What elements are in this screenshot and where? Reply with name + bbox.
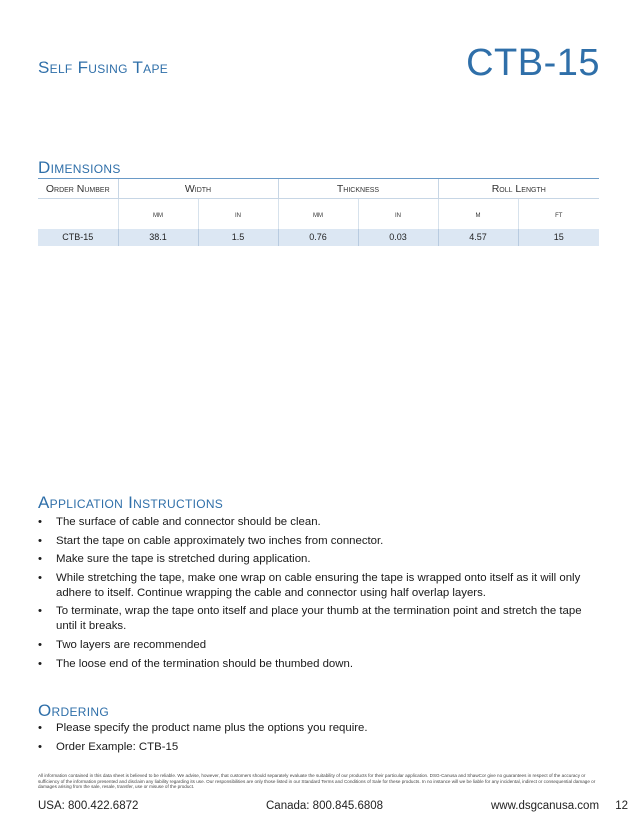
list-item: • Order Example: CTB-15 xyxy=(38,740,179,753)
bullet-icon: • xyxy=(38,571,42,584)
table-cell: 0.03 xyxy=(358,229,438,246)
list-item: • To terminate, wrap the tape onto itself and place your thumb at the termination point and stretch the tape until it breaks. xyxy=(38,605,582,633)
disclaimer-text: All information contained in this data sheet is believed to be reliable. We advise, however, that customers should separately evaluate the suitability of our products for their particular application. DSG-Canusa and ShawCor give no guarantees in respect of the accuracy or sufficiency of the information presented and disclaim any liability regarding its use. Our responsibilities are only those listed in our Standard Terms and Conditions of Sale for these products. In no instance will we be liable for any incidental, indirect or consequential damage or damages arising from the sale, resale, transfer, use or misuse of the product. xyxy=(38,773,596,790)
unit-cell: ft xyxy=(518,199,599,229)
table-cell: 4.57 xyxy=(438,229,518,246)
application-list xyxy=(38,515,598,675)
ordering-list xyxy=(38,721,598,758)
column-header-order-number: Order Number xyxy=(38,179,118,199)
table-cell: 38.1 xyxy=(118,229,198,246)
unit-cell: mm xyxy=(278,199,358,229)
dimensions-table xyxy=(38,178,599,246)
unit-cell: in xyxy=(198,199,278,229)
bullet-icon: • xyxy=(38,553,42,566)
table-cell: CTB-15 xyxy=(38,229,118,246)
ordering-heading: Ordering xyxy=(38,701,109,720)
list-item: • The surface of cable and connector should be clean. xyxy=(38,516,321,528)
column-header-width: Width xyxy=(118,179,278,199)
list-item: • While stretching the tape, make one wrap on cable ensuring the tape is wrapped onto itself as it will only adhere to itself. Continue wrapping the cable and connector using half overlap layers. xyxy=(38,571,581,599)
bullet-icon: • xyxy=(38,722,42,734)
unit-cell: mm xyxy=(118,199,198,229)
column-header-roll-length: Roll Length xyxy=(438,179,599,199)
product-code: CTB-15 xyxy=(466,42,600,84)
table-units-row xyxy=(38,199,599,229)
list-item: • Start the tape on cable approximately two inches from connector. xyxy=(38,534,384,547)
footer-canada-phone: Canada: 800.845.6808 xyxy=(266,800,384,812)
table-cell: 15 xyxy=(518,229,599,246)
column-header-thickness: Thickness xyxy=(278,179,438,199)
bullet-icon: • xyxy=(38,605,42,618)
footer-usa-phone: USA: 800.422.6872 xyxy=(38,800,139,812)
bullet-icon: • xyxy=(38,740,42,753)
table-cell: 0.76 xyxy=(278,229,358,246)
bullet-icon: • xyxy=(38,516,42,528)
bullet-icon: • xyxy=(38,534,42,547)
application-heading: Application Instructions xyxy=(38,493,224,512)
table-row xyxy=(38,229,599,246)
page-number: 12 xyxy=(615,800,628,812)
bullet-icon: • xyxy=(38,657,42,670)
dimensions-heading: Dimensions xyxy=(38,158,121,177)
table-cell: 1.5 xyxy=(198,229,278,246)
list-item: • Please specify the product name plus the options you require. xyxy=(38,722,368,734)
footer-website-link[interactable]: www.dsgcanusa.com xyxy=(491,800,600,812)
unit-cell: in xyxy=(358,199,438,229)
list-item: • Two layers are recommended xyxy=(38,638,207,651)
unit-cell: m xyxy=(438,199,518,229)
list-item: • The loose end of the termination should be thumbed down. xyxy=(38,657,353,670)
unit-cell-empty xyxy=(38,199,118,229)
document-title: Self Fusing Tape xyxy=(38,58,169,77)
table-header-row xyxy=(38,179,599,199)
list-item: • Make sure the tape is stretched during application. xyxy=(38,553,311,566)
bullet-icon: • xyxy=(38,638,42,651)
